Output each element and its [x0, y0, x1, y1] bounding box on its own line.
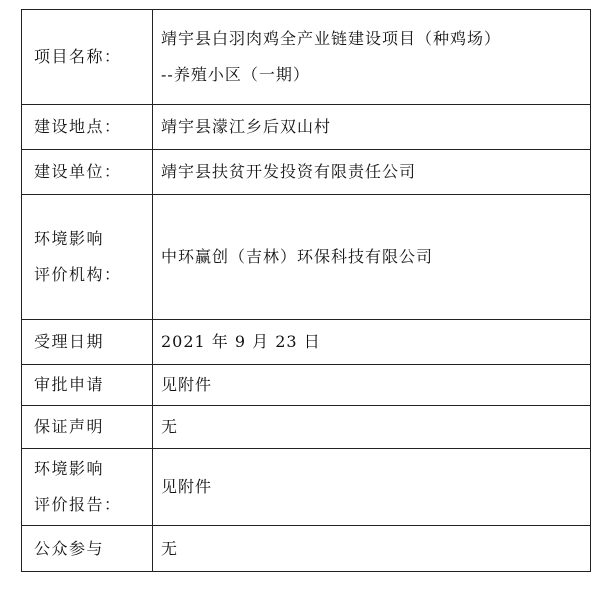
row-guarantee-statement [22, 406, 591, 449]
location-value: 靖宇县濛江乡后双山村 [153, 105, 591, 150]
row-location [22, 105, 591, 150]
guarantee-statement-value: 无 [153, 406, 591, 449]
approval-application-value: 见附件 [153, 365, 591, 406]
location-label: 建设地点： [22, 105, 153, 150]
eia-agency-value: 中环赢创（吉林）环保科技有限公司 [153, 195, 591, 320]
eia-agency-label: 环境影响 评价机构： [22, 195, 153, 320]
row-eia-report [22, 449, 591, 526]
row-eia-agency [22, 195, 591, 320]
public-participation-value: 无 [153, 526, 591, 572]
guarantee-statement-label: 保证声明 [22, 406, 153, 449]
approval-application-label: 审批申请 [22, 365, 153, 406]
accept-date-label: 受理日期 [22, 320, 153, 365]
project-name-label: 项目名称： [22, 10, 153, 105]
row-builder [22, 150, 591, 195]
builder-value: 靖宇县扶贫开发投资有限责任公司 [153, 150, 591, 195]
eia-report-value: 见附件 [153, 449, 591, 526]
project-name-value: 靖宇县白羽肉鸡全产业链建设项目（种鸡场） --养殖小区（一期） [153, 10, 591, 105]
row-public-participation [22, 526, 591, 572]
public-participation-label: 公众参与 [22, 526, 153, 572]
builder-label: 建设单位： [22, 150, 153, 195]
eia-report-label: 环境影响 评价报告： [22, 449, 153, 526]
row-accept-date [22, 320, 591, 365]
accept-date-value: 2021 年 9 月 23 日 [153, 320, 591, 365]
project-info-table [21, 9, 591, 572]
row-approval-application [22, 365, 591, 406]
row-project-name [22, 10, 591, 105]
